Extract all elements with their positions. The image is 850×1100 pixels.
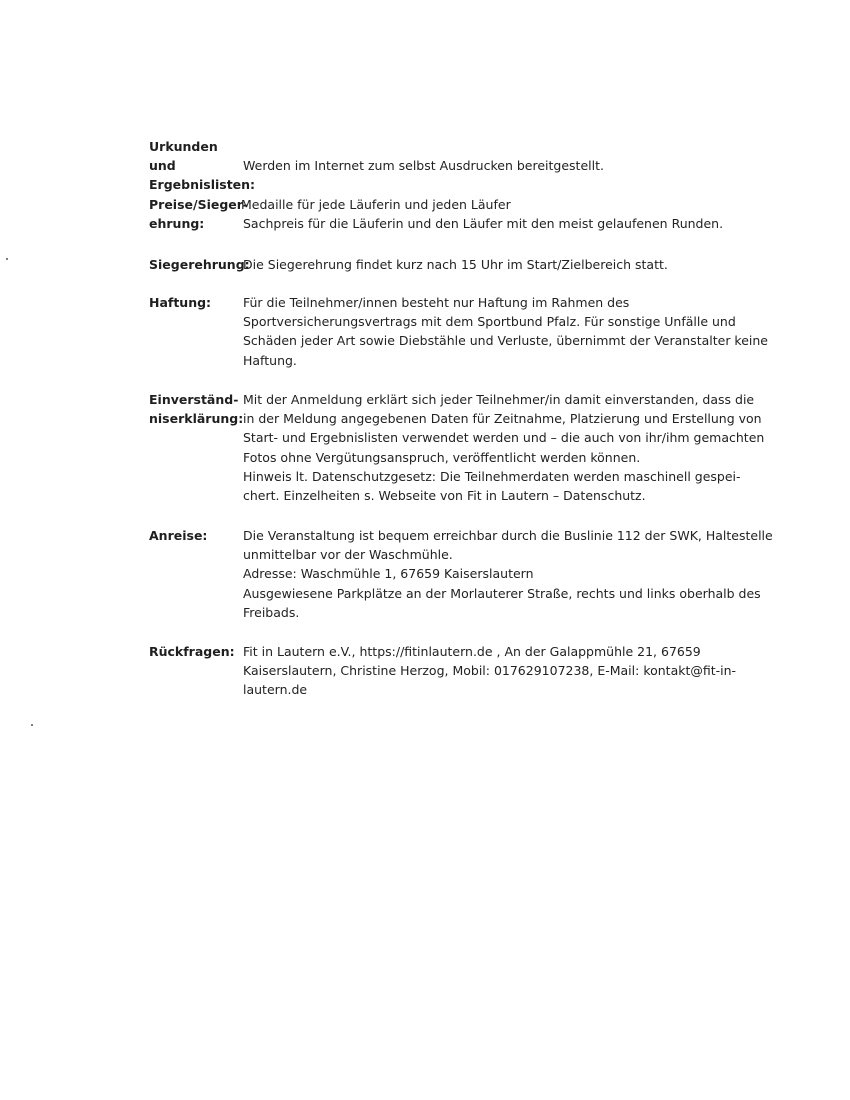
body-line: Medaille für jede Läuferin und jeden Läufer <box>241 197 511 212</box>
section-label: Urkunden und Ergebnislisten: <box>149 139 256 193</box>
section-body <box>243 642 763 700</box>
body-line: Hinweis lt. Datenschutzgesetz: Die Teilnehmerdaten werden maschinell gespei- <box>243 468 741 484</box>
body-line: Sachpreis für die Läuferin und den Läufer mit den meist gelaufenen Runden. <box>243 216 724 232</box>
body-line: lautern.de <box>243 682 308 698</box>
body-line: chert. Einzelheiten s. Webseite von Fit in Lautern – Datenschutz. <box>243 488 646 504</box>
body-line: Werden im Internet zum selbst Ausdrucken bereitgestellt. <box>243 158 604 173</box>
body-line: Start- und Ergebnislisten verwendet werden und – die auch von ihr/ihm gemachten <box>243 430 765 446</box>
body-line: Ausgewiesene Parkplätze an der Morlauterer Straße, rechts und links oberhalb des <box>243 585 761 601</box>
body-line: Sportversicherungsvertrags mit dem Sportbund Pfalz. Für sonstige Unfälle und <box>243 314 736 330</box>
section-label: Anreise: <box>149 528 208 543</box>
body-line: Haftung. <box>243 352 297 368</box>
body-line: Adresse: Waschmühle 1, 67659 Kaiserslautern <box>243 566 534 582</box>
body-line: Fotos ohne Vergütungsanspruch, veröffentlicht werden können. <box>243 449 641 465</box>
body-line: Für die Teilnehmer/innen besteht nur Haftung im Rahmen des <box>243 295 630 310</box>
section-label: Haftung: <box>149 295 212 310</box>
section-body <box>243 156 763 175</box>
section-body <box>243 390 763 505</box>
body-line: Mit der Anmeldung erklärt sich jeder Teilnehmer/in damit einverstanden, dass die <box>243 392 755 407</box>
section-label: Rückfragen: <box>149 644 235 659</box>
body-line: Die Siegerehrung findet kurz nach 15 Uhr im Start/Zielbereich statt. <box>243 257 668 272</box>
section-label: Preise/Sieger- ehrung: <box>149 197 249 232</box>
section-label: Einverständ- niserklärung: <box>149 392 244 427</box>
body-line: in der Meldung angegebenen Daten für Zeitnahme, Platzierung und Erstellung von <box>243 411 762 427</box>
body-line: Freibads. <box>243 604 300 620</box>
body-line: Kaiserslautern, Christine Herzog, Mobil: 017629107238, E-Mail: kontakt@fit-in- <box>243 663 737 679</box>
body-line: Schäden jeder Art sowie Diebstähle und Verluste, übernimmt der Veranstalter keine <box>243 333 768 349</box>
section-body <box>241 195 761 233</box>
section-body <box>243 255 763 274</box>
body-line: Die Veranstaltung ist bequem erreichbar durch die Buslinie 112 der SWK, Haltestelle <box>243 528 773 543</box>
section-body <box>243 293 768 370</box>
scan-speck <box>31 724 33 726</box>
body-line: Fit in Lautern e.V., https://fitinlautern.de , An der Galappmühle 21, 67659 <box>243 644 701 659</box>
body-line: unmittelbar vor der Waschmühle. <box>243 547 453 563</box>
scan-speck <box>6 258 8 260</box>
section-body <box>243 526 773 622</box>
section-label: Siegerehrung: <box>149 257 250 272</box>
